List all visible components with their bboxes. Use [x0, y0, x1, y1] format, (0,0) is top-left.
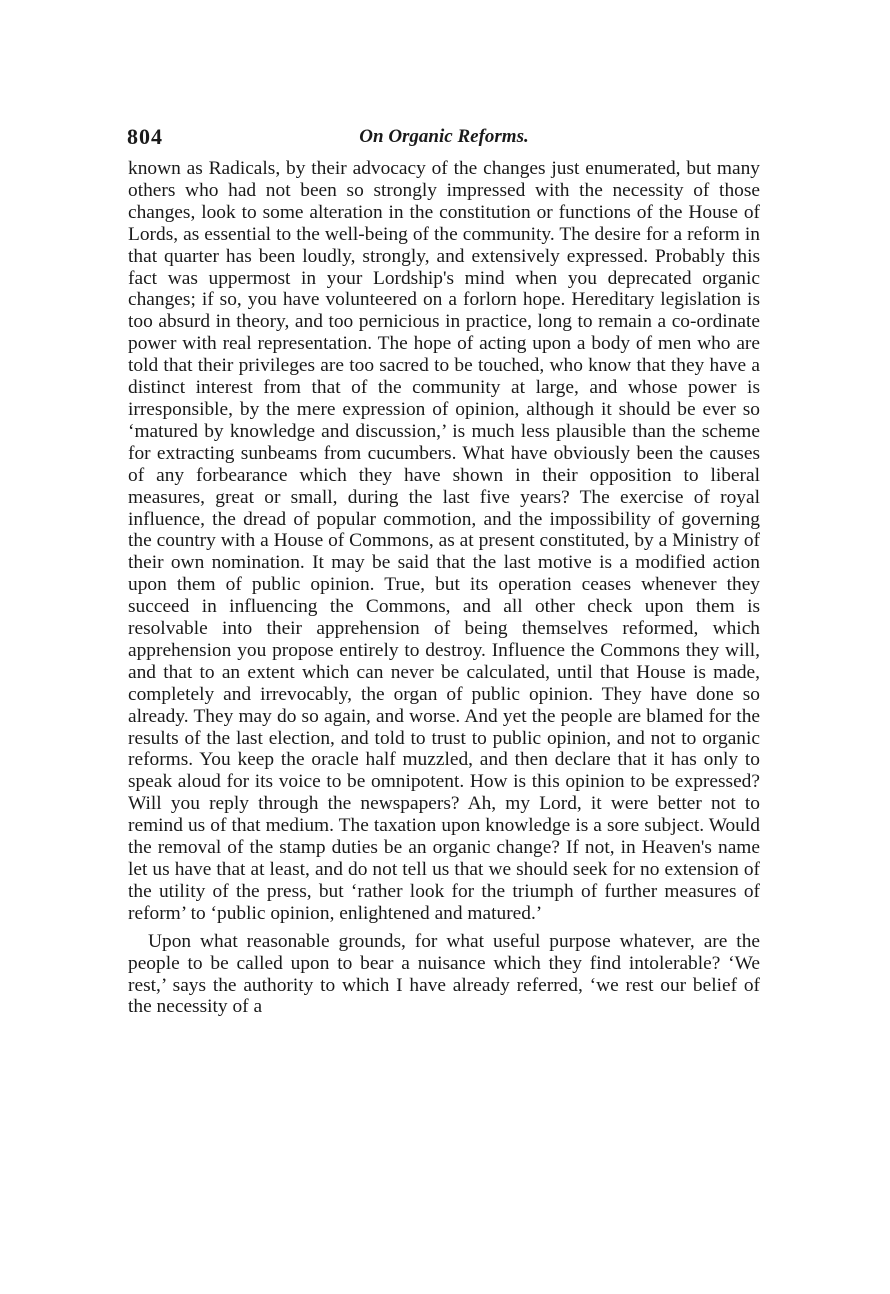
page-header [127, 124, 761, 150]
page-number: 804 [127, 124, 163, 149]
paragraph: known as Radicals, by their advocacy of the changes just enumerated, but many others who had not been so strongly impressed with the necessity of those changes, look to some alteration in the constitution or functions of the House of Lords, as essential to the well-being of the community. The desire for a reform in that quarter has been loudly, strongly, and extensively expressed. Probably this fact was uppermost in your Lordship's mind when you deprecated organic changes; if so, you have volunteered on a forlorn hope. Hereditary legislation is too absurd in theory, and too pernicious in practice, long to remain a co-ordinate power with real representation. The hope of acting upon a body of men who are told that their privileges are too sacred to be touched, who know that they have a distinct interest from that of the community at large, and whose power is irresponsible, by the mere expression of opinion, although it should be ever so ‘matured by knowledge and discussion,’ is much less plausible than the scheme for extracting sunbeams from cucumbers. What have obviously been the causes of any forbearance which they have shown in their opposition to liberal measures, great or small, during the last five years? The exercise of royal influence, the dread of popular commotion, and the impossibility of governing the country with a House of Commons, as at present constituted, by a Ministry of their own nomination. It may be said that the last motive is a modified action upon them of public opinion. True, but its operation ceases whenever they succeed in influencing the Commons, and all other check upon them is resolvable into their apprehension of being themselves reformed, which apprehension you propose entirely to destroy. Influence the Commons they will, and that to an extent which can never be calculated, until that House is made, completely and irrevocably, the organ of public opinion. They have done so already. They may do so again, and worse. And yet the people are blamed for the results of the last election, and told to trust to public opinion, and not to organic reforms. You keep the oracle half muzzled, and then declare that it has only to speak aloud for its voice to be omnipotent. How is this opinion to be expressed? Will you reply through the newspapers? Ah, my Lord, it were better not to remind us of that medium. The taxation upon knowledge is a sore subject. Would the removal of the stamp duties be an organic change? If not, in Heaven's name let us have that at least, and do not tell us that we should seek for no extension of the utility of the press, but ‘rather look for the triumph of further measures of reform’ to ‘public opinion, enlightened and matured.’ [128, 158, 760, 924]
body-text [128, 158, 760, 1018]
running-head: On Organic Reforms. [359, 126, 529, 147]
paragraph: Upon what reasonable grounds, for what useful purpose whatever, are the people to be called upon to bear a nuisance which they find intolerable? ‘We rest,’ says the authority to which I have already referred, ‘we rest our belief of the necessity of a [128, 930, 760, 1018]
